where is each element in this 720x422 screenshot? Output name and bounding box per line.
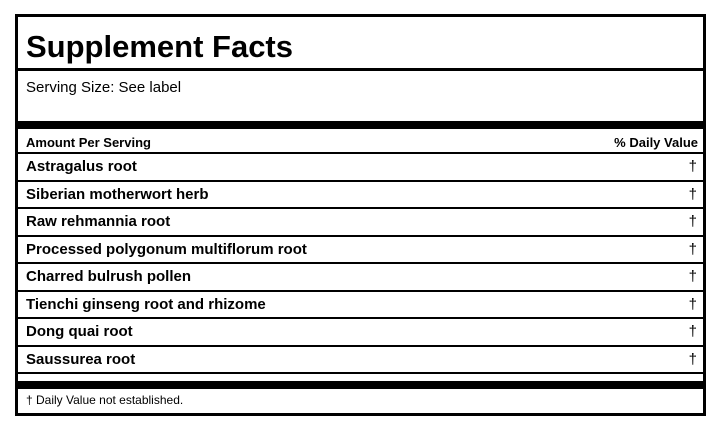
- footnote: † Daily Value not established.: [26, 393, 184, 407]
- daily-value-mark: †: [688, 323, 697, 340]
- ingredient-row: [18, 209, 703, 237]
- ingredient-list: [18, 154, 703, 374]
- daily-value-mark: †: [688, 158, 697, 175]
- title-divider: [18, 68, 703, 71]
- ingredient-name: Raw rehmannia root: [26, 213, 171, 230]
- ingredient-row: [18, 264, 703, 292]
- ingredient-row: [18, 347, 703, 375]
- ingredient-name: Dong quai root: [26, 323, 133, 340]
- panel-title: Supplement Facts: [26, 29, 293, 64]
- daily-value-mark: †: [688, 295, 697, 313]
- ingredient-name: Tienchi ginseng root and rhizome: [26, 295, 266, 313]
- ingredient-name: Astragalus root: [26, 158, 137, 175]
- ingredient-row: [18, 237, 703, 265]
- daily-value-mark: †: [688, 268, 697, 285]
- ingredient-name: Siberian motherwort herb: [26, 185, 209, 203]
- daily-value-header: % Daily Value: [614, 135, 698, 150]
- ingredient-name: Saussurea root: [26, 350, 136, 368]
- ingredient-row: [18, 319, 703, 347]
- ingredient-row: [18, 292, 703, 320]
- thick-divider-top: [18, 121, 703, 129]
- daily-value-mark: †: [688, 240, 697, 258]
- ingredient-name: Charred bulrush pollen: [26, 268, 192, 285]
- daily-value-mark: †: [688, 185, 697, 203]
- supplement-facts-panel: [15, 14, 706, 416]
- ingredient-row: [18, 154, 703, 182]
- daily-value-mark: †: [688, 213, 697, 230]
- ingredient-name: Processed polygonum multiflorum root: [26, 240, 307, 258]
- amount-per-serving-header: Amount Per Serving: [26, 135, 151, 150]
- daily-value-mark: †: [688, 350, 697, 368]
- ingredient-row: [18, 182, 703, 210]
- thick-divider-bottom: [18, 381, 703, 389]
- serving-size: Serving Size: See label: [26, 79, 182, 96]
